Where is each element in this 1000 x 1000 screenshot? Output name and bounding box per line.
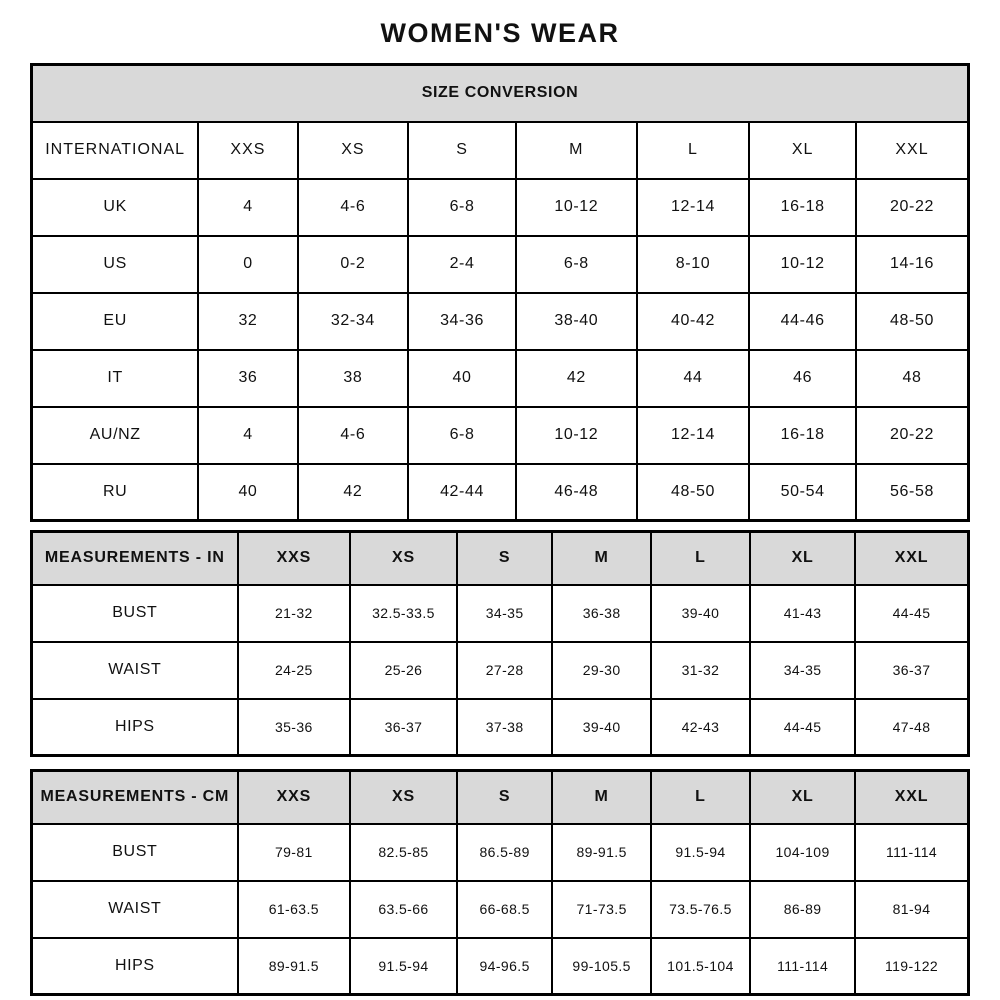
size-cell: 44-46 bbox=[749, 293, 856, 350]
size-cell: 46-48 bbox=[516, 464, 637, 521]
size-cell: 40 bbox=[408, 350, 516, 407]
measure-cell: 94-96.5 bbox=[457, 938, 553, 995]
size-cell: 36 bbox=[198, 350, 297, 407]
size-cell: 42-44 bbox=[408, 464, 516, 521]
size-cell: 4-6 bbox=[298, 407, 409, 464]
size-cell: 32-34 bbox=[298, 293, 409, 350]
header-size-m: M bbox=[552, 771, 650, 824]
measure-cell: 82.5-85 bbox=[350, 824, 457, 881]
measure-cell: 63.5-66 bbox=[350, 881, 457, 938]
measure-cell: 61-63.5 bbox=[238, 881, 350, 938]
header-size-s: S bbox=[408, 122, 516, 179]
measure-cell: 79-81 bbox=[238, 824, 350, 881]
size-cell: 40-42 bbox=[637, 293, 749, 350]
measure-cell: 36-37 bbox=[350, 699, 457, 756]
header-size-l: L bbox=[637, 122, 749, 179]
size-conversion-banner-row bbox=[32, 65, 969, 122]
header-size-xl: XL bbox=[749, 122, 856, 179]
size-cell: 8-10 bbox=[637, 236, 749, 293]
table-row-us bbox=[32, 236, 969, 293]
measure-cell: 91.5-94 bbox=[350, 938, 457, 995]
size-cell: 48 bbox=[856, 350, 968, 407]
size-cell: 4 bbox=[198, 407, 297, 464]
size-cell: 10-12 bbox=[749, 236, 856, 293]
measure-cell: 39-40 bbox=[651, 585, 750, 642]
table-row-aunz bbox=[32, 407, 969, 464]
size-cell: 56-58 bbox=[856, 464, 968, 521]
size-cell: 44 bbox=[637, 350, 749, 407]
header-size-m: M bbox=[516, 122, 637, 179]
header-size-s: S bbox=[457, 532, 553, 585]
size-cell: 48-50 bbox=[637, 464, 749, 521]
measure-cell: 21-32 bbox=[238, 585, 350, 642]
size-conversion-title: SIZE CONVERSION bbox=[32, 65, 969, 122]
size-cell: 16-18 bbox=[749, 407, 856, 464]
measure-cell: 42-43 bbox=[651, 699, 750, 756]
table-row-bust-in bbox=[32, 585, 969, 642]
table-row-waist-in bbox=[32, 642, 969, 699]
row-label-bust: BUST bbox=[32, 824, 238, 881]
table-row-it bbox=[32, 350, 969, 407]
table-row-waist-cm bbox=[32, 881, 969, 938]
size-cell: 48-50 bbox=[856, 293, 968, 350]
size-cell: 6-8 bbox=[516, 236, 637, 293]
size-cell: 38-40 bbox=[516, 293, 637, 350]
measure-cell: 36-37 bbox=[855, 642, 968, 699]
header-size-l: L bbox=[651, 532, 750, 585]
measure-cell: 27-28 bbox=[457, 642, 553, 699]
header-size-l: L bbox=[651, 771, 750, 824]
measure-cell: 73.5-76.5 bbox=[651, 881, 750, 938]
spacer bbox=[0, 757, 1000, 769]
row-label-it: IT bbox=[32, 350, 199, 407]
header-size-xxs: XXS bbox=[238, 771, 350, 824]
size-cell: 42 bbox=[516, 350, 637, 407]
size-cell: 12-14 bbox=[637, 407, 749, 464]
header-size-xxl: XXL bbox=[855, 771, 968, 824]
size-cell: 46 bbox=[749, 350, 856, 407]
measure-cell: 99-105.5 bbox=[552, 938, 650, 995]
measurements-cm-title: MEASUREMENTS - CM bbox=[32, 771, 238, 824]
size-cell: 38 bbox=[298, 350, 409, 407]
row-label-bust: BUST bbox=[32, 585, 238, 642]
measurements-in-header-row bbox=[32, 532, 969, 585]
row-label-waist: WAIST bbox=[32, 642, 238, 699]
measure-cell: 91.5-94 bbox=[651, 824, 750, 881]
row-label-us: US bbox=[32, 236, 199, 293]
measure-cell: 104-109 bbox=[750, 824, 855, 881]
size-cell: 6-8 bbox=[408, 179, 516, 236]
measure-cell: 101.5-104 bbox=[651, 938, 750, 995]
measure-cell: 24-25 bbox=[238, 642, 350, 699]
header-size-xs: XS bbox=[298, 122, 409, 179]
measure-cell: 44-45 bbox=[750, 699, 855, 756]
table-row-uk bbox=[32, 179, 969, 236]
measurements-in-title: MEASUREMENTS - IN bbox=[32, 532, 238, 585]
header-size-xl: XL bbox=[750, 771, 855, 824]
header-label-international: INTERNATIONAL bbox=[32, 122, 199, 179]
size-cell: 20-22 bbox=[856, 407, 968, 464]
header-size-s: S bbox=[457, 771, 553, 824]
row-label-eu: EU bbox=[32, 293, 199, 350]
measure-cell: 39-40 bbox=[552, 699, 650, 756]
header-size-xxs: XXS bbox=[198, 122, 297, 179]
size-cell: 4-6 bbox=[298, 179, 409, 236]
size-cell: 16-18 bbox=[749, 179, 856, 236]
spacer bbox=[0, 522, 1000, 530]
size-cell: 34-36 bbox=[408, 293, 516, 350]
measure-cell: 81-94 bbox=[855, 881, 968, 938]
measurements-cm-header-row bbox=[32, 771, 969, 824]
size-cell: 40 bbox=[198, 464, 297, 521]
row-label-hips: HIPS bbox=[32, 938, 238, 995]
size-cell: 14-16 bbox=[856, 236, 968, 293]
measurements-cm-table bbox=[30, 769, 970, 996]
measure-cell: 89-91.5 bbox=[238, 938, 350, 995]
size-conversion-header-row bbox=[32, 122, 969, 179]
row-label-aunz: AU/NZ bbox=[32, 407, 199, 464]
size-cell: 0-2 bbox=[298, 236, 409, 293]
measure-cell: 111-114 bbox=[855, 824, 968, 881]
measure-cell: 25-26 bbox=[350, 642, 457, 699]
size-cell: 20-22 bbox=[856, 179, 968, 236]
header-size-xs: XS bbox=[350, 532, 457, 585]
table-row-hips-in bbox=[32, 699, 969, 756]
measure-cell: 89-91.5 bbox=[552, 824, 650, 881]
size-cell: 10-12 bbox=[516, 179, 637, 236]
header-size-xs: XS bbox=[350, 771, 457, 824]
row-label-ru: RU bbox=[32, 464, 199, 521]
size-cell: 12-14 bbox=[637, 179, 749, 236]
measure-cell: 31-32 bbox=[651, 642, 750, 699]
row-label-waist: WAIST bbox=[32, 881, 238, 938]
measure-cell: 35-36 bbox=[238, 699, 350, 756]
size-cell: 42 bbox=[298, 464, 409, 521]
measure-cell: 34-35 bbox=[750, 642, 855, 699]
header-size-xxl: XXL bbox=[855, 532, 968, 585]
size-cell: 6-8 bbox=[408, 407, 516, 464]
table-row-eu bbox=[32, 293, 969, 350]
size-conversion-table bbox=[30, 63, 970, 522]
measure-cell: 41-43 bbox=[750, 585, 855, 642]
measure-cell: 34-35 bbox=[457, 585, 553, 642]
size-cell: 32 bbox=[198, 293, 297, 350]
size-cell: 0 bbox=[198, 236, 297, 293]
measure-cell: 66-68.5 bbox=[457, 881, 553, 938]
measure-cell: 86.5-89 bbox=[457, 824, 553, 881]
header-size-m: M bbox=[552, 532, 650, 585]
measurements-in-table bbox=[30, 530, 970, 757]
header-size-xxl: XXL bbox=[856, 122, 968, 179]
measure-cell: 36-38 bbox=[552, 585, 650, 642]
measure-cell: 44-45 bbox=[855, 585, 968, 642]
measure-cell: 119-122 bbox=[855, 938, 968, 995]
measure-cell: 86-89 bbox=[750, 881, 855, 938]
row-label-hips: HIPS bbox=[32, 699, 238, 756]
table-row-bust-cm bbox=[32, 824, 969, 881]
measure-cell: 71-73.5 bbox=[552, 881, 650, 938]
size-cell: 4 bbox=[198, 179, 297, 236]
table-row-hips-cm bbox=[32, 938, 969, 995]
size-cell: 10-12 bbox=[516, 407, 637, 464]
header-size-xxs: XXS bbox=[238, 532, 350, 585]
measure-cell: 47-48 bbox=[855, 699, 968, 756]
header-size-xl: XL bbox=[750, 532, 855, 585]
measure-cell: 111-114 bbox=[750, 938, 855, 995]
measure-cell: 32.5-33.5 bbox=[350, 585, 457, 642]
row-label-uk: UK bbox=[32, 179, 199, 236]
table-row-ru bbox=[32, 464, 969, 521]
page-title: WOMEN'S WEAR bbox=[380, 18, 620, 48]
size-cell: 2-4 bbox=[408, 236, 516, 293]
size-cell: 50-54 bbox=[749, 464, 856, 521]
measure-cell: 37-38 bbox=[457, 699, 553, 756]
measure-cell: 29-30 bbox=[552, 642, 650, 699]
